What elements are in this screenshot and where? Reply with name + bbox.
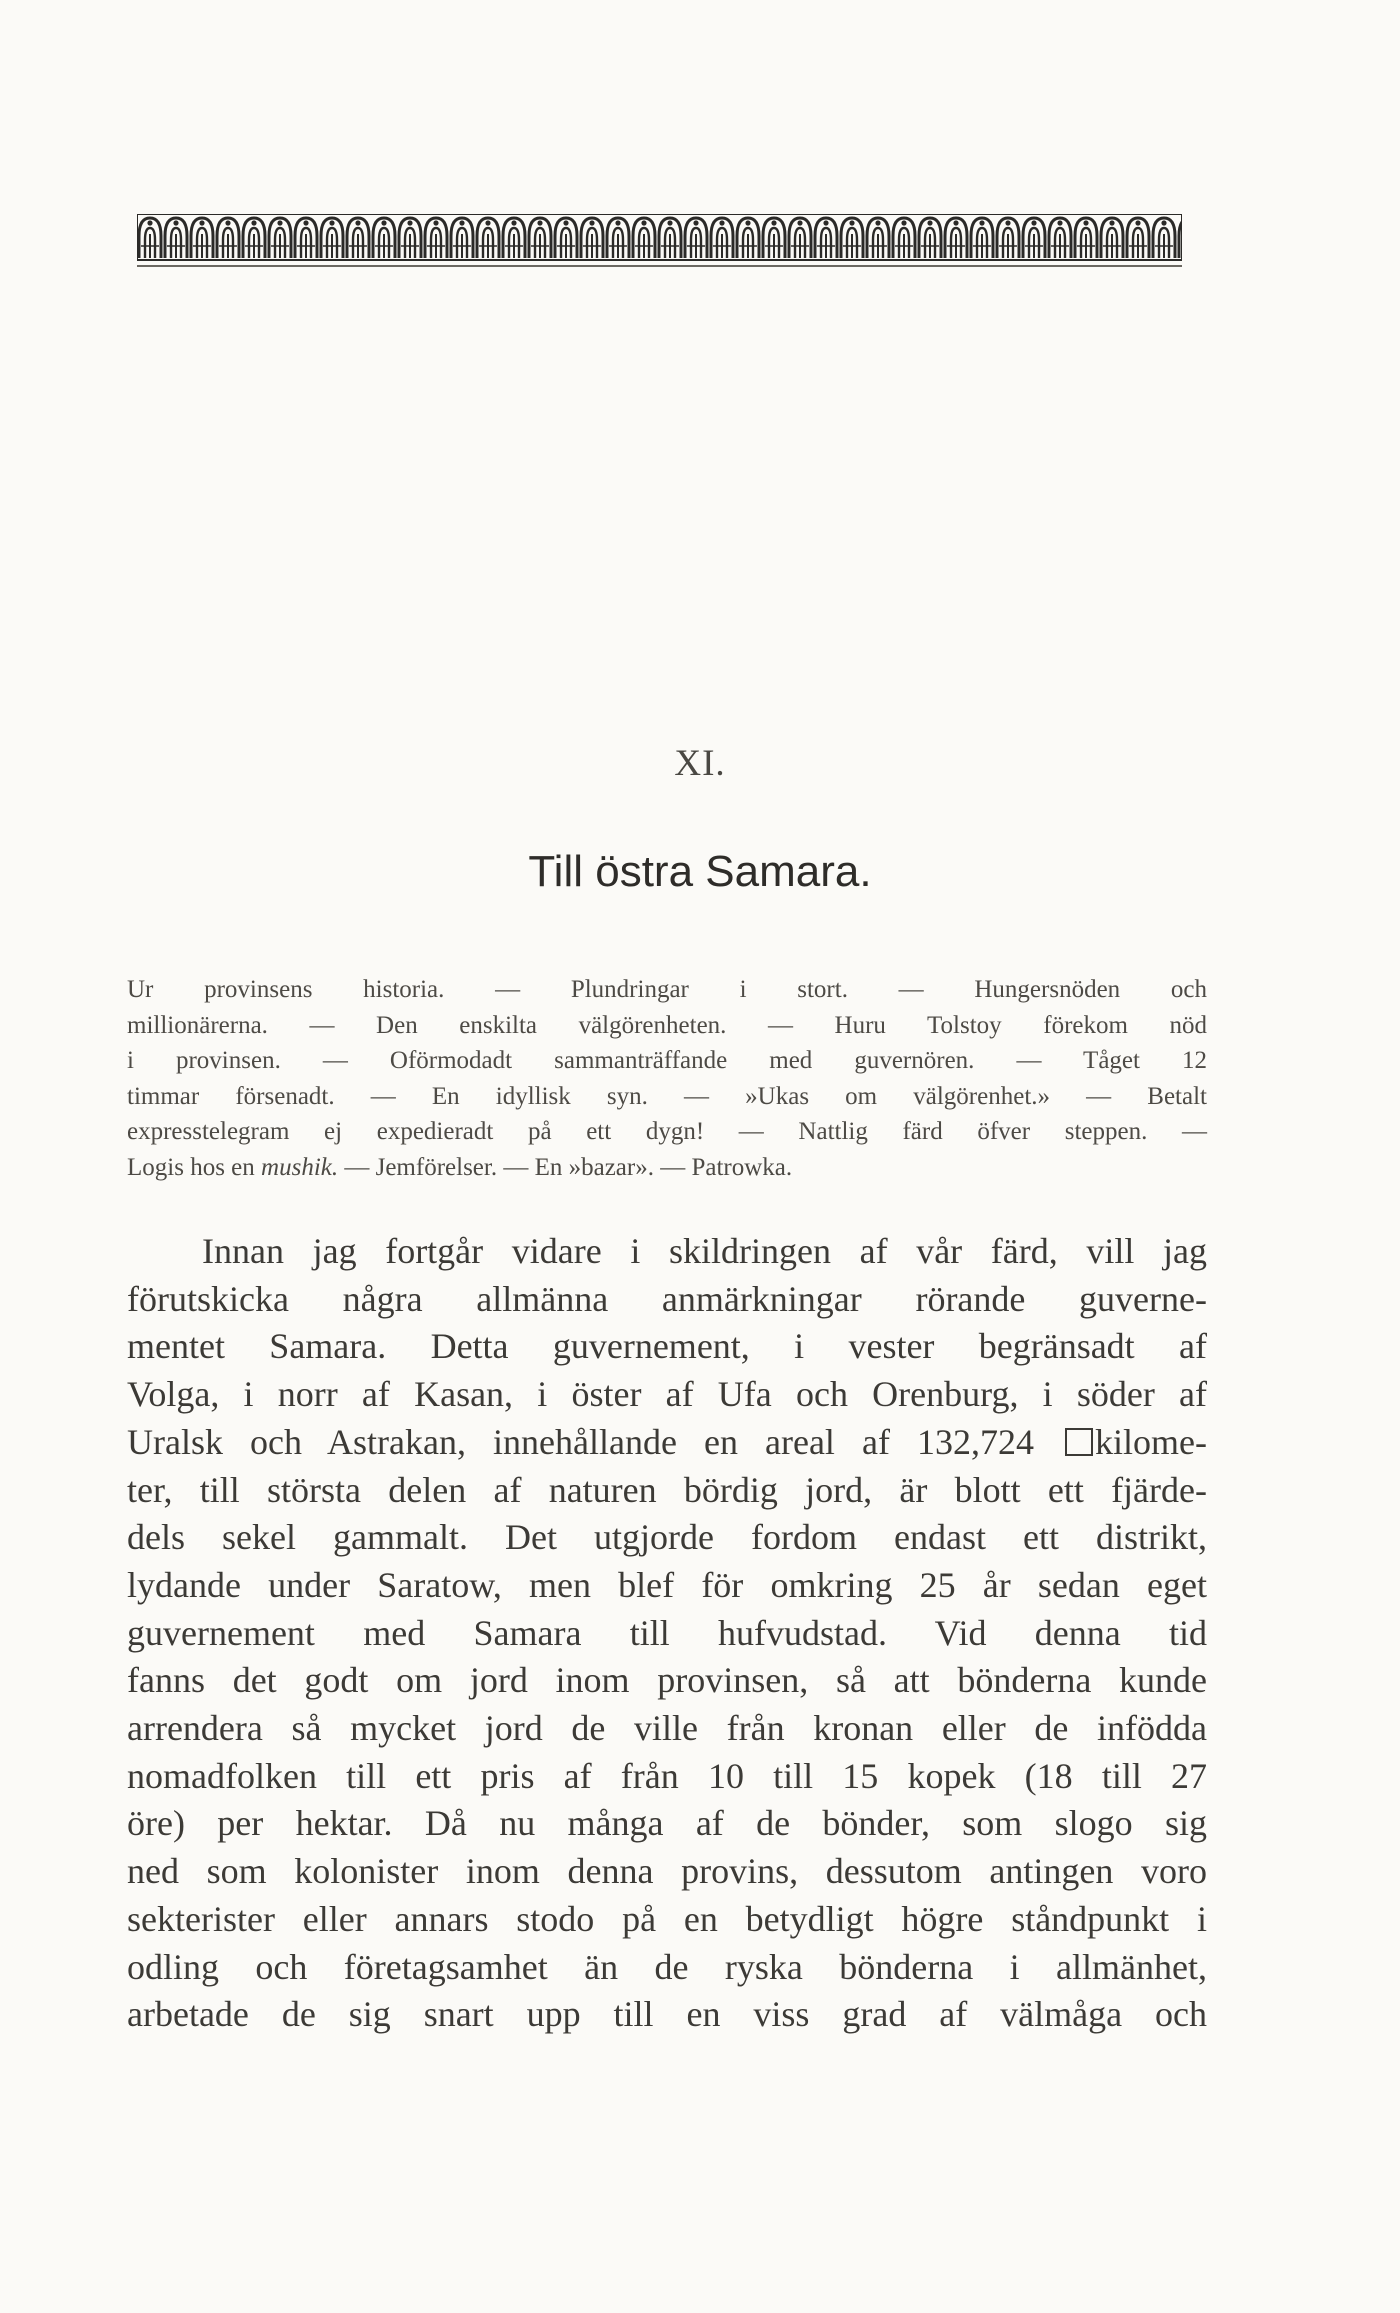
body-line: lydande under Saratow, men blef för omkring 25 år sedan eget [127,1564,1207,1605]
decorative-border-icon [137,214,1182,270]
summary-italic-word: mushik. [261,1153,339,1181]
body-line: odling och företagsamhet än de ryska bönderna i allmänhet, [127,1946,1207,1987]
summary-line: i provinsen. — Oförmodadt sammanträffande med guvernören. — Tåget 12 [127,1047,1207,1074]
summary-line: Ur provinsens historia. — Plundringar i stort. — Hungersnöden och [127,976,1207,1003]
body-line: mentet Samara. Detta guvernement, i vester begränsadt af [127,1326,1207,1367]
body-line: arbetade de sig snart upp till en viss grad af välmåga och [127,1994,1207,2035]
body-line: ter, till största delen af naturen bördig jord, är blott ett fjärde- [127,1469,1207,1510]
square-kilometer-icon [1065,1428,1093,1456]
body-paragraph [127,1228,1207,2039]
summary-line: timmar försenadt. — En idyllisk syn. — »Ukas om välgörenhet.» — Betalt [127,1082,1207,1110]
body-line: Innan jag fortgår vidare i skildringen af vår färd, vill jag [202,1231,1207,1271]
summary-line [127,1150,1207,1186]
body-line: arrendera så mycket jord de ville från kronan eller de infödda [127,1708,1207,1749]
body-line: fanns det godt om jord inom provinsen, så att bönderna kunde [127,1660,1207,1701]
body-line: dels sekel gammalt. Det utgjorde fordom endast ett distrikt, [127,1517,1207,1558]
body-line: nomadfolken till ett pris af från 10 till 15 kopek (18 till 27 [127,1755,1207,1796]
body-line: sekterister eller annars stodo på en betydligt högre ståndpunkt i [127,1898,1207,1939]
body-line: Volga, i norr af Kasan, i öster af Ufa och Orenburg, i söder af [127,1374,1207,1415]
body-line: guvernement med Samara till hufvudstad. Vid denna tid [127,1612,1207,1653]
body-line: öre) per hektar. Då nu många af de bönder, som slogo sig [127,1803,1207,1844]
summary-text: — Jemförelser. — En »bazar». — Patrowka. [344,1153,793,1181]
summary-line: millionärerna. — Den enskilta välgörenheten. — Huru Tolstoy förekom nöd [127,1011,1207,1039]
body-line: ned som kolonister inom denna provins, dessutom antingen voro [127,1851,1207,1892]
body-text: Uralsk och Astrakan, innehållande en areal af 132,724 [127,1421,1034,1462]
summary-text: Logis hos en [127,1153,255,1181]
chapter-summary [127,972,1207,1185]
chapter-title: Till östra Samara. [528,847,872,896]
summary-line: expresstelegram ej expedieradt på ett dygn! — Nattlig färd öfver steppen. — [127,1118,1207,1145]
body-text: kilome- [1095,1421,1208,1462]
body-line [127,1419,1207,1467]
chapter-number: XI. [674,743,726,784]
body-line: förutskicka några allmänna anmärkningar rörande guverne- [127,1278,1207,1319]
